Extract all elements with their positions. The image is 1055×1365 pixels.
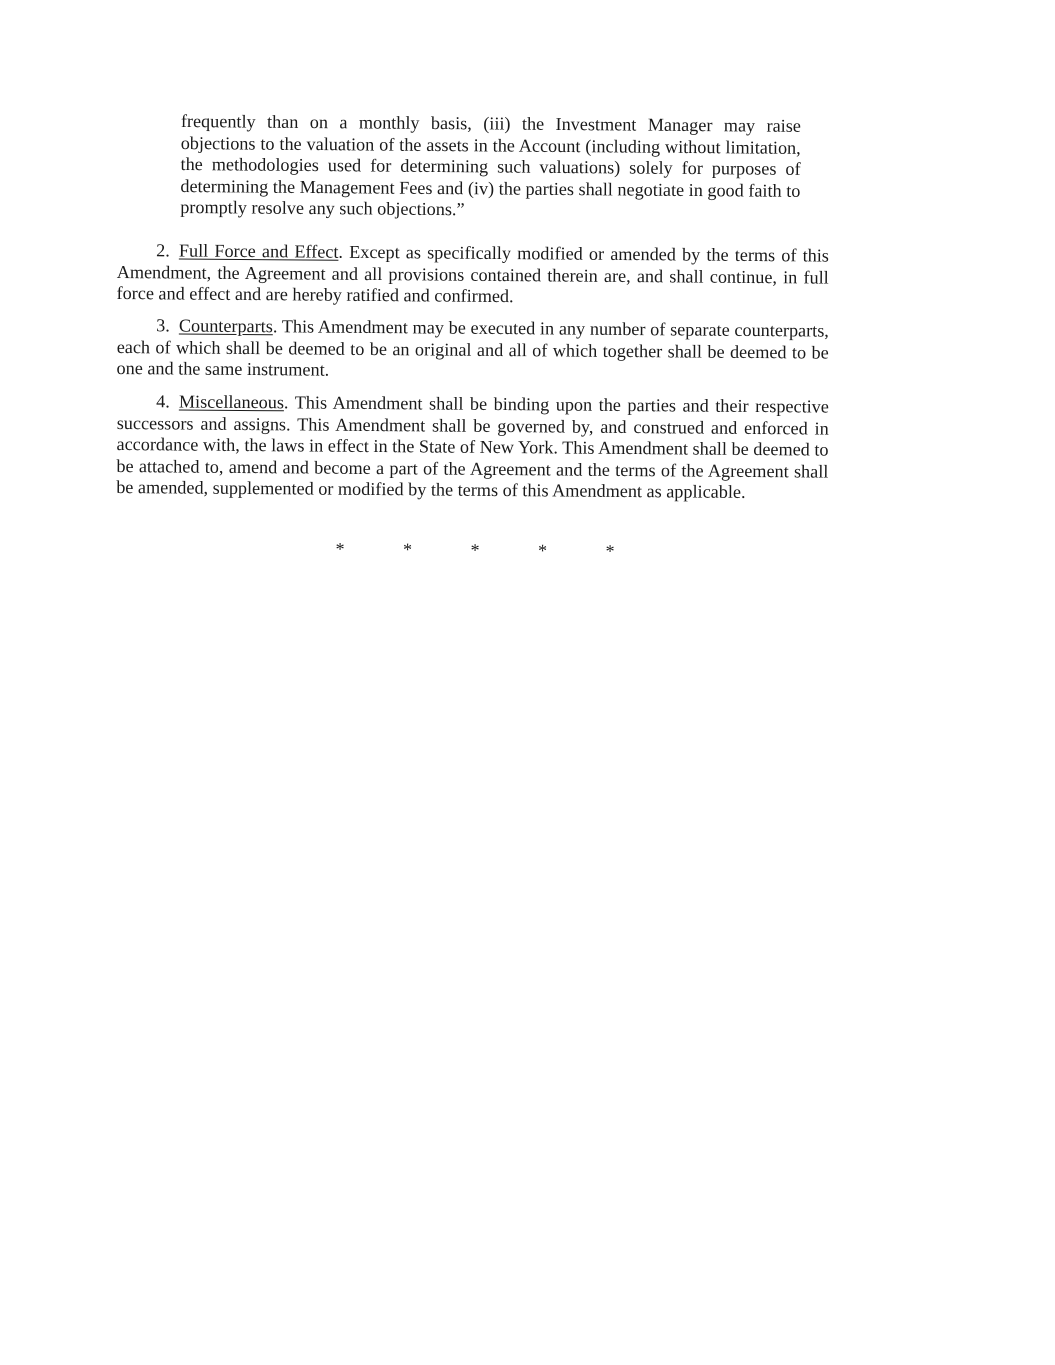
section-number: 2. bbox=[156, 240, 170, 261]
section-number-wrapper bbox=[117, 240, 179, 262]
section-body: . This Amendment may be executed in any number of separate counterparts, each of which shall be deemed to be an original and all of which together shall be deemed to be one and the same instrument. bbox=[116, 316, 829, 380]
paragraph-continuation: frequently than on a monthly basis, (iii) the Investment Manager may raise objections to the valuation of the assets in the Account (including without limitation, the methodologies used for determining such valuations) solely for purposes of determining the Management Fees and (iv) the parties shall negotiate in good faith to promptly resolve any such objections.” bbox=[180, 111, 801, 220]
section-miscellaneous bbox=[116, 391, 829, 505]
section-body: . This Amendment shall be binding upon the parties and their respective successors and assigns. This Amendment shall be governed by, and construed and enforced in accordance with, the laws in effect in the State of New York. This Amendment shall be deemed to be attached to, amend and become a part of the Agreement and the terms of the Agreement shall be amended, supplemented or modified by the terms of this Amendment as applicable. bbox=[116, 392, 829, 503]
section-full-force-and-effect bbox=[116, 240, 828, 310]
section-number-wrapper bbox=[117, 391, 179, 413]
section-number: 3. bbox=[156, 315, 170, 336]
separator-star: * bbox=[402, 539, 413, 560]
separator-star: * bbox=[470, 539, 480, 561]
section-separator bbox=[330, 539, 620, 562]
section-number: 4. bbox=[156, 391, 170, 412]
section-heading: Full Force and Effect bbox=[178, 240, 339, 262]
separator-star: * bbox=[537, 540, 548, 561]
separator-star: * bbox=[605, 541, 615, 562]
section-heading: Miscellaneous bbox=[178, 391, 285, 413]
separator-star: * bbox=[335, 538, 345, 559]
section-heading: Counterparts bbox=[178, 315, 273, 337]
section-counterparts bbox=[116, 315, 828, 385]
section-body: . Except as specifically modified or amended by the terms of this Amendment, the Agreement and all provisions contained therein are, and shall continue, in full force and effect and are hereby ratified and confirmed. bbox=[116, 241, 829, 307]
section-number-wrapper bbox=[117, 315, 179, 337]
